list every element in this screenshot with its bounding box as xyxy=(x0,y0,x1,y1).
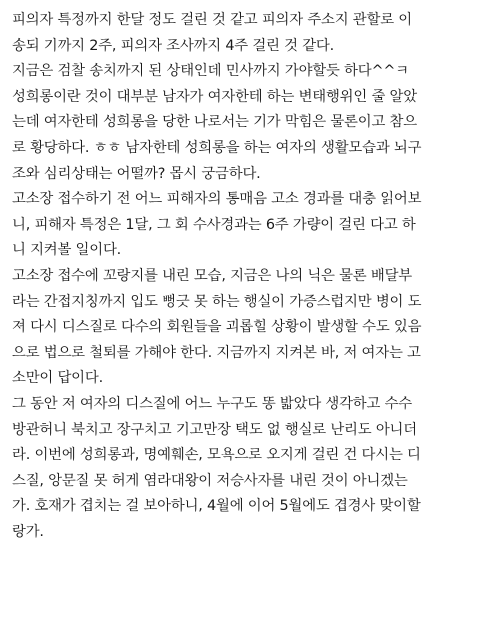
text-line: 으로 법으로 철퇴를 가해야 한다. 지금까지 지켜본 바, 저 여자는 고 xyxy=(12,344,421,361)
text-line: 조와 심리상태는 어떨까? 몹시 궁금하다. xyxy=(12,165,261,182)
text-line: 그 동안 저 여자의 디스질에 어느 누구도 똥 밟았다 생각하고 수수 xyxy=(12,395,412,412)
text-line: 피의자 특정까지 한달 정도 걸린 것 같고 피의자 주소지 관할로 이 xyxy=(12,12,412,28)
text-line: 고소장 접수에 꼬랑지를 내린 모습, 지금은 나의 닉은 물론 배달부 xyxy=(12,267,412,284)
text-line: 소만이 답이다. xyxy=(12,370,103,387)
text-line: 지금은 검찰 송치까지 된 상태인데 민사까지 가야할듯 하다^^ㅋ xyxy=(12,63,409,80)
text-line: 니, 피해자 특정은 1달, 그 회 수사경과는 6주 가량이 걸린 다고 하 xyxy=(12,216,416,233)
text-line: 고소장 접수하기 전 어느 피해자의 통매음 고소 경과를 대충 읽어보 xyxy=(12,191,422,208)
text-line: 송되 기까지 2주, 피의자 조사까지 4주 걸린 것 같다. xyxy=(12,37,334,54)
paragraph xyxy=(12,187,468,264)
text-line: 스질, 앙문질 못 허게 염라대왕이 저승사자를 내린 것이 아니겠는 xyxy=(12,472,408,489)
text-line: 라. 이번에 성희롱과, 명예훼손, 모욕으로 오지게 걸린 건 다시는 디 xyxy=(12,447,421,464)
text-line: 랑가. xyxy=(12,523,44,540)
text-line: 성희롱이란 것이 대부분 남자가 여자한테 하는 변태행위인 줄 알았 xyxy=(12,88,417,105)
text-line: 니 지켜볼 일이다. xyxy=(12,242,122,259)
paragraph xyxy=(12,264,468,392)
text-line: 라는 간접지칭까지 입도 뻥긋 못 하는 행실이 가증스럽지만 병이 도 xyxy=(12,293,422,310)
paragraph xyxy=(12,8,468,59)
paragraph xyxy=(12,59,468,85)
text-line: 로 황당하다. ㅎㅎ 남자한테 성희롱을 하는 여자의 생활모습과 뇌구 xyxy=(12,139,422,156)
text-line: 져 다시 디스질로 다수의 회원들을 괴롭힐 상황이 발생할 수도 있음 xyxy=(12,319,422,336)
text-line: 방관허니 북치고 장구치고 기고만장 택도 없 행실로 난리도 아니더 xyxy=(12,421,417,438)
text-line: 는데 여자한테 성희롱을 당한 나로서는 기가 막힘은 물론이고 참으 xyxy=(12,114,417,131)
paragraph xyxy=(12,85,468,187)
text-line: 가. 호재가 겹치는 걸 보아하니, 4월에 이어 5월에도 겹경사 맞이할 xyxy=(12,498,421,515)
paragraph xyxy=(12,392,468,546)
